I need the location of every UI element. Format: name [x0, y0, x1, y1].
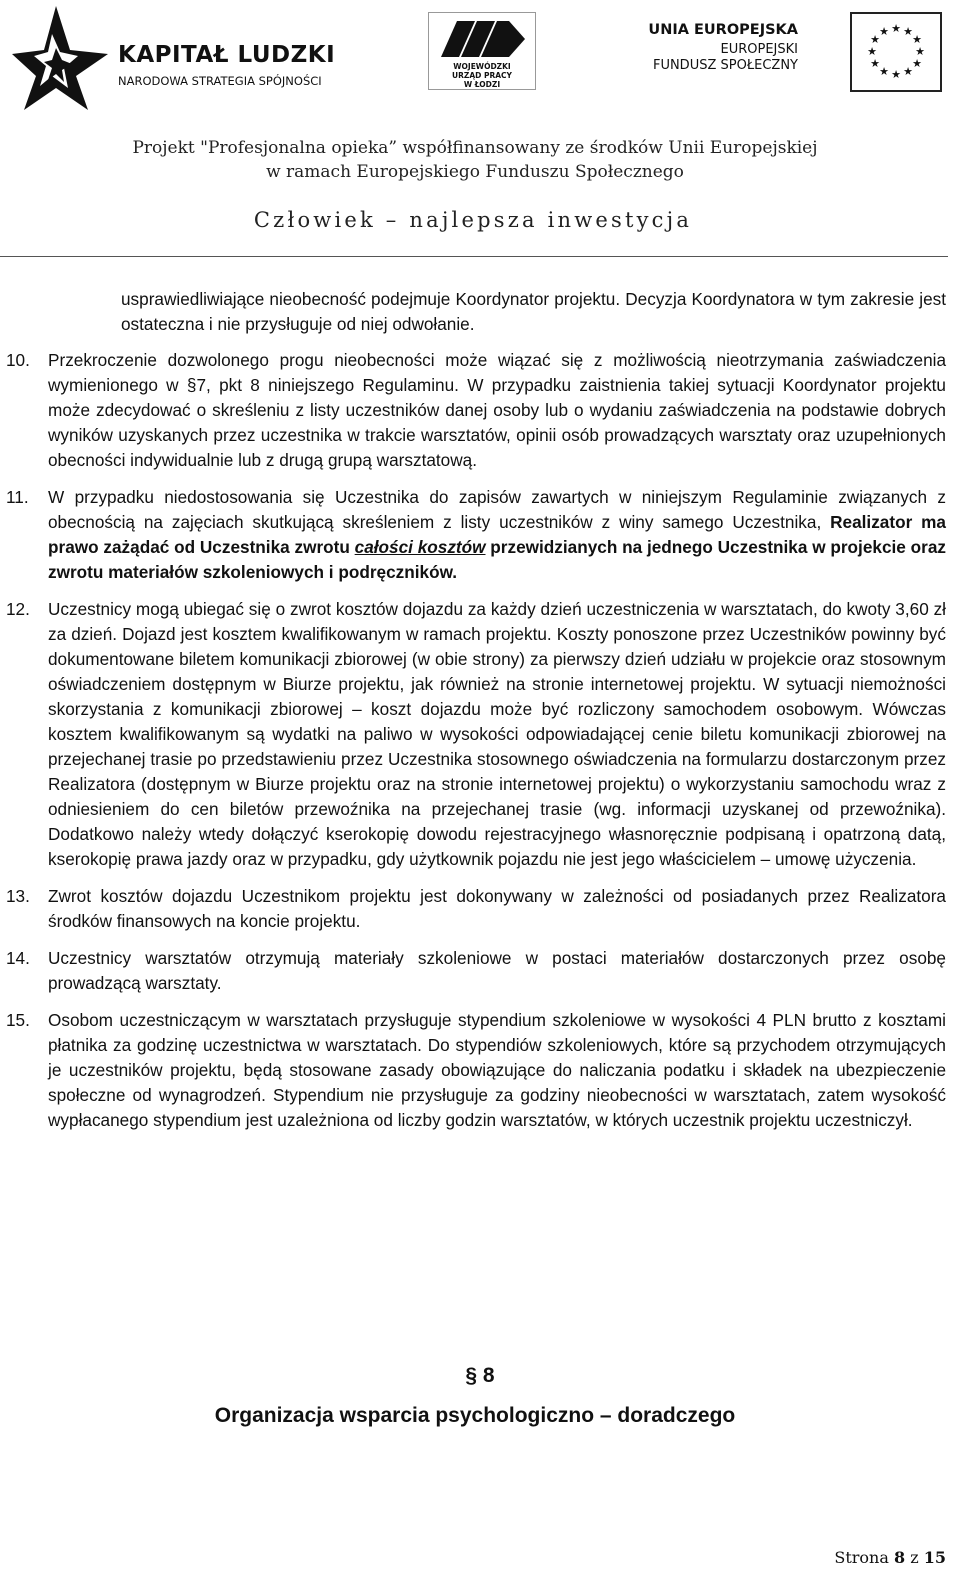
list-item-number: 10.	[6, 350, 30, 370]
footer-prefix: Strona	[834, 1548, 894, 1567]
list-item-11	[0, 485, 946, 585]
list-item-number: 11.	[6, 487, 29, 507]
kapital-ludzki-title: KAPITAŁ LUDZKI	[118, 42, 336, 68]
list-item-number: 13.	[6, 886, 30, 906]
list-item-text: W przypadku niedostosowania się Uczestnika do zapisów zawartych w niniejszym Regulaminie związanych z obecnością na zajęciach skutkującą skreśleniem z listy uczestników z winy samego Uczestnika,	[48, 487, 946, 532]
list-item-10	[0, 348, 946, 473]
svg-text:★: ★	[912, 57, 922, 70]
section-title: Organizacja wsparcia psychologiczno – doradczego	[214, 1404, 736, 1427]
list-item-number: 15.	[6, 1010, 30, 1030]
project-title-line1: Projekt "Profesjonalna opieka” współfinansowany ze środków Unii Europejskiej	[132, 138, 818, 158]
eu-logo	[646, 12, 942, 92]
svg-text:★: ★	[867, 45, 877, 58]
eu-union-label: UNIA EUROPEJSKA	[648, 22, 798, 38]
project-title-line2: w ramach Europejskiego Funduszu Społecznego	[266, 162, 684, 182]
list-item-bold-text-2: przewidzianych na jednego Uczestnika w projekcie oraz zwrotu materiałów szkoleniowych i podręczników.	[48, 537, 946, 582]
document-body	[0, 287, 960, 1133]
continuation-paragraph: usprawiedliwiające nieobecność podejmuje Koordynator projektu. Decyzja Koordynatora w tym zakresie jest ostateczna i nie przysługuje od niej odwołanie.	[121, 289, 946, 334]
list-item-15	[0, 1008, 946, 1133]
wup-text-line2: URZĄD PRACY	[452, 71, 512, 80]
kapital-ludzki-subtitle: NARODOWA STRATEGIA SPÓJNOŚCI	[118, 74, 322, 88]
kapital-ludzki-logo	[12, 4, 352, 112]
wup-text-line3: W ŁODZI	[463, 80, 501, 89]
svg-text:★: ★	[912, 33, 922, 46]
svg-text:★: ★	[891, 68, 901, 81]
svg-text:★: ★	[879, 25, 889, 38]
list-item-number: 12.	[6, 599, 30, 619]
list-item-text: Zwrot kosztów dojazdu Uczestnikom projektu jest dokonywany w zależności od posiadanych przez Realizatora środków finansowych na koncie projektu.	[48, 886, 946, 931]
footer-separator: z	[905, 1548, 924, 1567]
svg-text:★: ★	[903, 25, 913, 38]
wup-text-line1: WOJEWÓDZKI	[453, 62, 511, 71]
eu-flag-icon	[850, 12, 942, 92]
eu-fund-label-2: FUNDUSZ SPOŁECZNY	[652, 58, 798, 73]
svg-text:★: ★	[915, 45, 925, 58]
svg-text:★: ★	[870, 33, 880, 46]
page-header	[0, 0, 960, 258]
svg-text:★: ★	[879, 65, 889, 78]
svg-text:★: ★	[903, 65, 913, 78]
list-item-text: Uczestnicy warsztatów otrzymują materiały szkoleniowe w postaci materiałów dostarczonych przez osobę prowadzącą warsztaty.	[48, 948, 946, 993]
list-item-text: Uczestnicy mogą ubiegać się o zwrot kosztów dojazdu za każdy dzień uczestniczenia w warsztatach, do kwoty 3,60 zł za dzień. Dojazd jest kosztem kwalifikowanym w ramach projektu. Koszty ponoszone przez Uczestników powinny być dokumentowane biletem komunikacji zbiorowej (w obie strony) za pierwszy dzień udziału w projekcie oraz stosownym oświadczeniem dostępnym w Biurze projektu, jak również na stronie internetowej projektu. W sytuacji niemożności skorzystania z komunikacji zbiorowej – koszt dojazdu może być rozliczony samochodem osobowym. Wówczas kosztem kwalifikowanym są wydatki na paliwo w wysokości odpowiadającej cenie biletu komunikacji zbiorowej na przejechanej trasie po przedstawieniu przez Uczestnika stosownego oświadczenia na formularzu dostarczonym przez Realizatora (dostępnym w Biurze projektu oraz na stronie internetowej projektu) o wykorzystaniu samochodu wraz z odniesieniem do cen biletów przewoźnika na przejechanej trasie (wg. informacji uzyskanej od przewoźnika). Dodatkowo należy wtedy dołączyć kserokopię dowodu rejestracyjnego własnoręcznie podpisaną i opatrzoną datą, kserokopię prawa jazdy oraz w przypadku, gdy użytkownik pojazdu nie jest jego właścicielem – umowę użyczenia.	[48, 599, 946, 869]
section-number: § 8	[465, 1364, 495, 1387]
list-item-bold-text: Realizator ma prawo zażądać od Uczestnika zwrotu	[48, 512, 946, 557]
page-footer	[834, 1548, 946, 1567]
wup-lodz-logo	[428, 12, 536, 90]
list-item-14	[0, 946, 946, 996]
header-divider	[0, 256, 948, 257]
svg-text:★: ★	[891, 22, 901, 35]
list-item-text: Przekroczenie dozwolonego progu nieobecności może wiązać się z możliwością nieotrzymania zaświadczenia wymienionego w §7, pkt 8 niniejszego Regulaminu. W przypadku zaistnienia takiej sytuacji Koordynator projektu może zdecydować o skreśleniu z listy uczestników danej osoby lub o wydaniu zaświadczenia na podstawie dobrych wyników uzyskanych przez uczestnika w trakcie warsztatów, opinii osób prowadzących warsztaty oraz uzupełnionych obecności indywidualnie lub z drugą grupą warsztatową.	[48, 350, 946, 470]
list-item-emphasis-text: całości kosztów	[354, 537, 486, 557]
svg-text:★: ★	[870, 57, 880, 70]
footer-page-total: 15	[923, 1548, 946, 1567]
eu-fund-label-1: EUROPEJSKI	[720, 42, 798, 57]
footer-page-number: 8	[893, 1548, 906, 1567]
kapital-ludzki-star-icon	[12, 4, 112, 112]
list-item-number: 14.	[6, 948, 30, 968]
wup-arrows-icon	[437, 17, 527, 65]
list-item-text: Osobom uczestniczącym w warsztatach przysługuje stypendium szkoleniowe w wysokości 4 PLN brutto z kosztami płatnika za godzinę uczestnictwa w warsztatach. Do stypendiów szkoleniowych, które są przychodem otrzymujących je uczestników projektu, będą stosowane zasady obowiązujące do naliczania podatku i składek na ubezpieczenie społeczne od wynagrodzeń. Stypendium nie przysługuje za godziny nieobecności w warsztatach, zatem wysokość wypłacanego stypendium jest uzależniona od liczby godzin warsztatów, w których uczestnik projektu uczestniczył.	[48, 1010, 946, 1130]
list-item-13	[0, 884, 946, 934]
list-item-12	[0, 597, 946, 872]
header-motto: Człowiek – najlepsza inwestycja	[253, 208, 693, 232]
